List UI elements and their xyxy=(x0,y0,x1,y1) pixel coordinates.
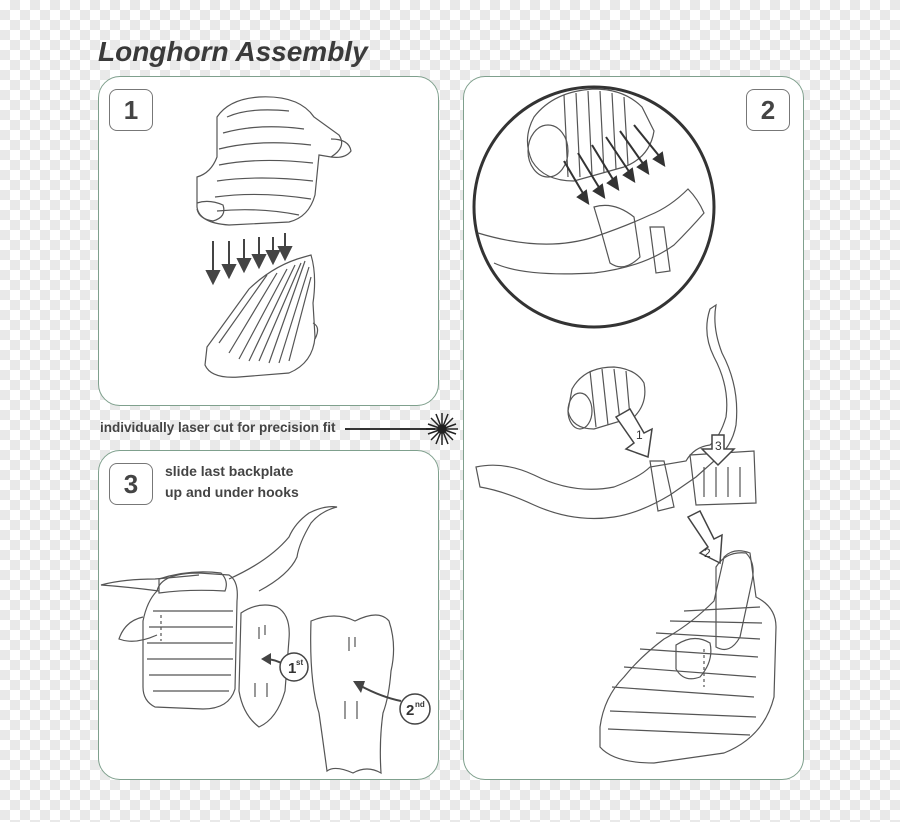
arrowhead-1st xyxy=(261,653,271,665)
laser-burst-icon xyxy=(426,413,458,445)
step-3-panel xyxy=(98,450,439,780)
callout-2nd-circle xyxy=(400,694,430,724)
step-1-illustration xyxy=(99,77,440,407)
laser-pointer-line xyxy=(340,408,460,448)
head-slices xyxy=(215,110,313,215)
step-1-panel xyxy=(98,76,439,406)
callout-2nd-number: 2 xyxy=(406,702,415,719)
step-2-panel xyxy=(463,76,804,780)
callout-1st-number: 1 xyxy=(288,660,297,677)
outlined-arrow-1 xyxy=(616,409,652,457)
arrow-3-label: 3 xyxy=(715,439,722,453)
callout-1st-suffix: st xyxy=(296,658,304,667)
horn-left xyxy=(101,575,199,591)
roll-piece-end xyxy=(568,393,592,429)
ear-piece xyxy=(119,617,157,641)
down-arrows xyxy=(207,233,291,283)
step-3-instruction-line1: slide last backplate xyxy=(165,463,294,479)
horn-right xyxy=(229,507,337,591)
arrow-1-label: 1 xyxy=(636,428,643,442)
step-1-number: 1 xyxy=(109,89,153,131)
page-title: Longhorn Assembly xyxy=(98,36,368,67)
step-2-illustration xyxy=(464,77,805,781)
backplate-2 xyxy=(311,615,394,773)
laser-note-text: individually laser cut for precision fit xyxy=(100,420,336,435)
step-2-number: 2 xyxy=(746,89,790,131)
step-3-illustration xyxy=(99,451,440,781)
step-3-number: 3 xyxy=(109,463,153,505)
head-slices xyxy=(147,611,233,691)
head-side xyxy=(143,573,237,709)
side-bracket-slots xyxy=(704,467,740,497)
backplate-2-slots xyxy=(345,637,357,719)
step-3-instruction-line2: up and under hooks xyxy=(165,484,299,500)
callout-2nd-suffix: nd xyxy=(415,700,425,709)
arrow-2-label: 2 xyxy=(704,546,711,560)
